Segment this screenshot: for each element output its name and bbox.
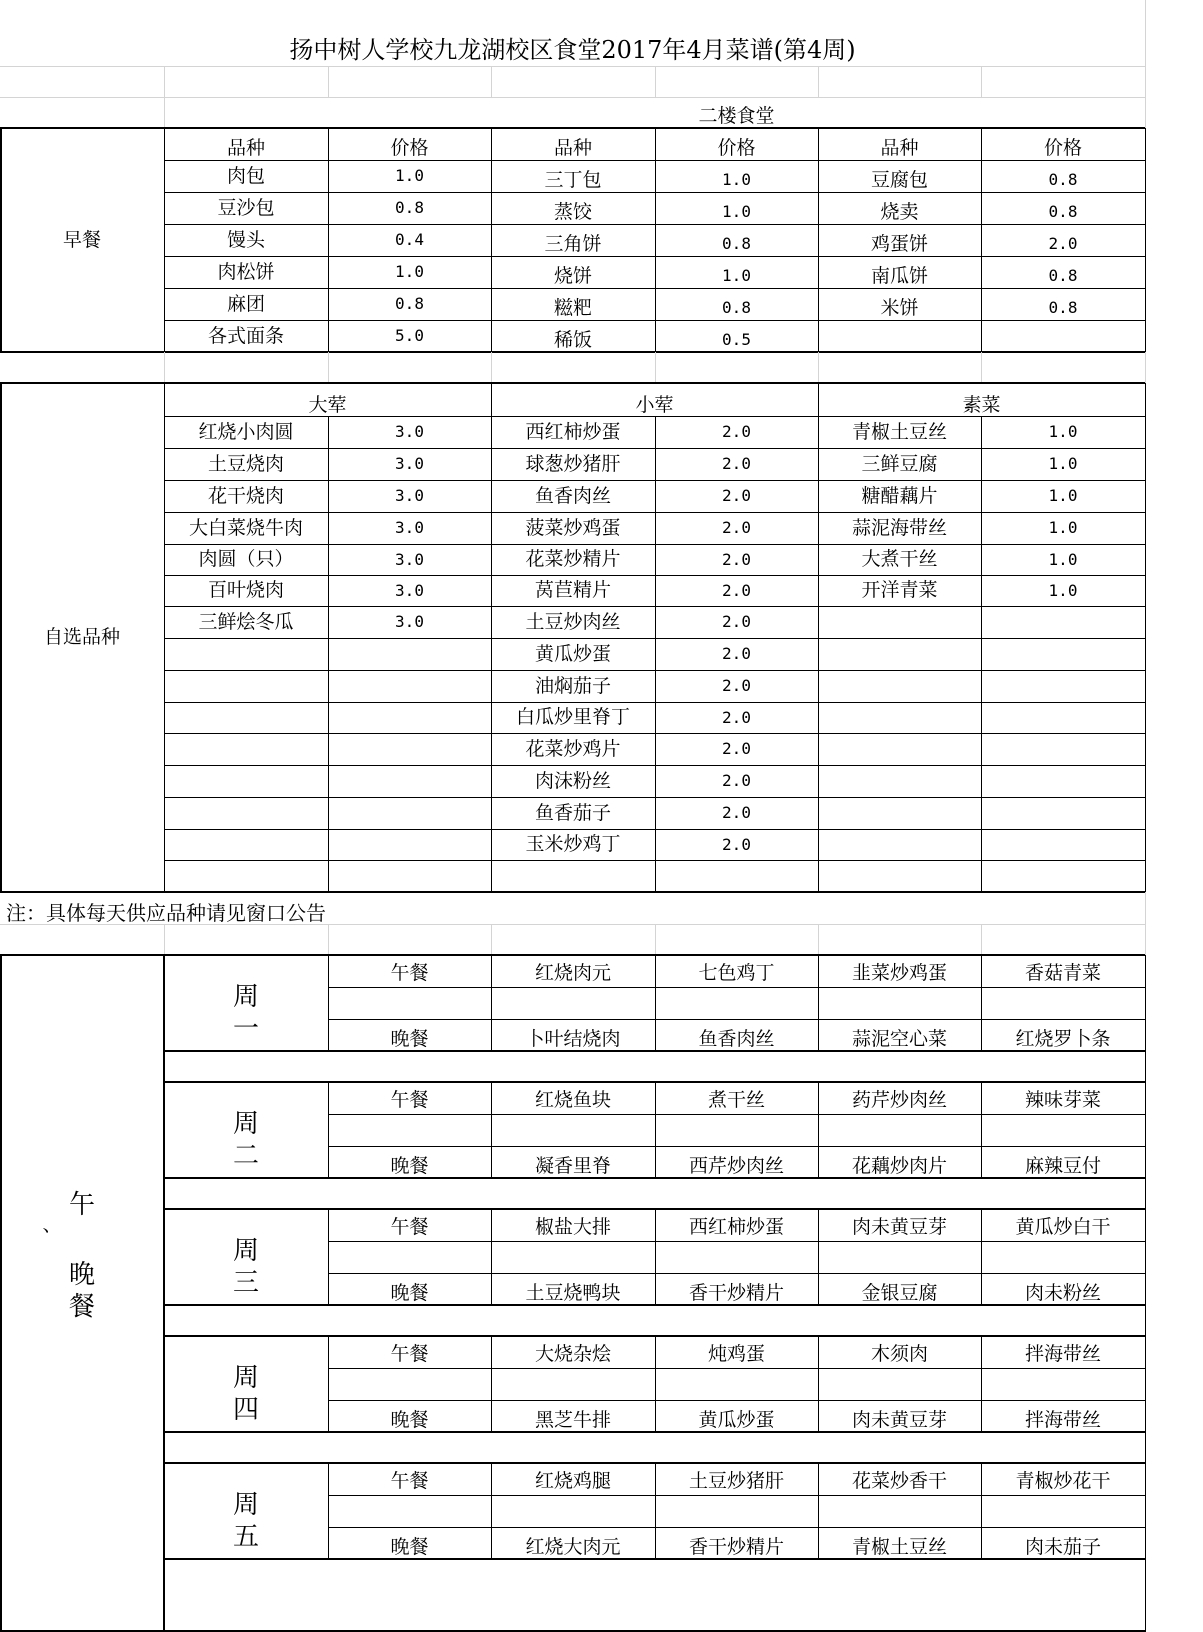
grid-line <box>655 66 656 97</box>
item-cell: 鱼香肉丝 <box>534 484 611 507</box>
item-cell: 米饼 <box>880 296 919 319</box>
item-cell: 百叶烧肉 <box>207 579 284 601</box>
price-cell: 5.0 <box>395 326 424 345</box>
grid-line <box>0 924 1145 925</box>
item-cell: 豆腐包 <box>870 168 928 191</box>
dinner-dish: 黑芝牛排 <box>534 1408 611 1431</box>
price-cell: 2.0 <box>722 834 751 854</box>
dinner-dish: 金银豆腐 <box>861 1281 938 1304</box>
price-cell: 3.0 <box>395 518 424 537</box>
price-cell: 0.8 <box>395 294 424 313</box>
item-cell: 红烧小肉圆 <box>198 420 294 443</box>
item-cell: 三角饼 <box>544 232 602 255</box>
price-cell: 1.0 <box>1048 422 1078 441</box>
meal-label-bottom: 晚 <box>68 1260 95 1290</box>
weekday-label: 五 <box>232 1522 259 1552</box>
lunch-dish: 大烧杂烩 <box>534 1342 611 1365</box>
price-cell: 2.0 <box>722 803 751 822</box>
price-cell: 1.0 <box>1048 518 1078 537</box>
item-cell: 黄瓜炒蛋 <box>534 642 611 665</box>
grid-line <box>491 924 492 955</box>
dinner-dish: 红烧大肉元 <box>525 1535 621 1558</box>
lunch-dish: 辣味芽菜 <box>1024 1088 1101 1111</box>
selection-label: 自选品种 <box>43 626 120 648</box>
grid-line <box>981 66 982 97</box>
price-cell: 3.0 <box>395 549 424 569</box>
grid-line <box>328 1146 1145 1147</box>
dinner-label: 晚餐 <box>390 1027 429 1050</box>
header-price: 价格 <box>390 136 429 159</box>
grid-line <box>491 66 492 97</box>
grid-line <box>981 352 982 383</box>
item-cell: 三鲜烩冬瓜 <box>198 610 294 633</box>
price-cell: 0.8 <box>1048 266 1078 285</box>
dinner-label: 晚餐 <box>390 1154 429 1177</box>
floor-heading: 二楼食堂 <box>698 104 775 127</box>
price-cell: 2.0 <box>722 549 751 569</box>
dinner-label: 晚餐 <box>390 1535 429 1558</box>
lunch-dish: 炖鸡蛋 <box>707 1342 765 1365</box>
item-cell: 三丁包 <box>544 168 602 191</box>
item-cell: 蒸饺 <box>553 200 592 223</box>
lunch-dish: 西红柿炒蛋 <box>688 1215 784 1238</box>
grid-line <box>0 97 1145 98</box>
item-cell: 土豆炒肉丝 <box>525 610 621 633</box>
grid-line <box>0 127 1145 129</box>
item-cell: 豆沙包 <box>217 196 275 219</box>
price-cell: 1.0 <box>395 262 424 281</box>
grid-line <box>328 1527 1145 1528</box>
dinner-dish: 肉未粉丝 <box>1024 1281 1101 1304</box>
item-cell: 鸡蛋饼 <box>870 232 928 255</box>
item-cell: 花菜炒鸡片 <box>525 737 621 760</box>
header-item: 品种 <box>226 136 265 159</box>
grid-line <box>818 66 819 97</box>
price-cell: 0.8 <box>722 298 751 317</box>
dinner-dish: 凝香里脊 <box>534 1154 611 1177</box>
dinner-dish: 香干炒精片 <box>688 1281 784 1304</box>
lunch-dish: 拌海带丝 <box>1024 1342 1101 1365</box>
item-cell: 花干烧肉 <box>207 484 284 507</box>
lunch-dish: 红烧肉元 <box>534 961 611 984</box>
dinner-dish: 土豆烧鸭块 <box>525 1281 621 1304</box>
breakfast-label: 早餐 <box>62 228 101 251</box>
weekday-label: 周 <box>232 1109 259 1139</box>
dinner-dish: 蒜泥空心菜 <box>851 1027 947 1050</box>
lunch-label: 午餐 <box>390 1088 429 1111</box>
item-cell: 肉沫粉丝 <box>534 769 611 792</box>
lunch-label: 午餐 <box>390 1469 429 1492</box>
item-cell: 青椒土豆丝 <box>851 420 947 443</box>
price-cell: 2.0 <box>722 739 751 758</box>
dinner-dish: 卜叶结烧肉 <box>525 1027 621 1050</box>
price-cell: 1.0 <box>722 170 751 189</box>
item-cell: 球葱炒猪肝 <box>525 452 621 475</box>
grid-line <box>0 954 1145 956</box>
price-cell: 1.0 <box>1048 454 1078 473</box>
weekday-label: 周 <box>232 1236 259 1266</box>
dinner-dish: 黄瓜炒蛋 <box>698 1408 775 1431</box>
lunch-dish: 药芹炒肉丝 <box>851 1088 947 1111</box>
price-cell: 2.0 <box>722 486 751 505</box>
item-cell: 烧饼 <box>553 264 592 287</box>
price-cell: 1.0 <box>1048 580 1078 600</box>
price-cell: 2.0 <box>722 644 751 663</box>
price-cell: 1.0 <box>395 166 424 185</box>
dinner-dish: 香干炒精片 <box>688 1535 784 1558</box>
price-cell: 1.0 <box>1048 549 1078 569</box>
lunch-dish: 七色鸡丁 <box>698 961 775 984</box>
lunch-dish: 红烧鸡腿 <box>534 1469 611 1492</box>
price-cell: 3.0 <box>395 612 424 631</box>
lunch-dish: 黄瓜炒白干 <box>1015 1215 1111 1238</box>
grid-line <box>655 352 656 383</box>
dinner-dish: 肉未茄子 <box>1024 1535 1101 1558</box>
dinner-dish: 红烧罗卜条 <box>1015 1027 1111 1050</box>
lunch-dish: 煮干丝 <box>707 1088 765 1111</box>
item-cell: 肉松饼 <box>217 260 275 283</box>
lunch-dish: 香菇青菜 <box>1024 961 1101 984</box>
item-cell: 花菜炒精片 <box>525 548 621 570</box>
group-header: 大荤 <box>308 394 347 416</box>
header-item: 品种 <box>553 136 592 159</box>
weekday-label: 周 <box>232 1363 259 1393</box>
grid-line <box>328 352 329 383</box>
lunch-dish: 椒盐大排 <box>534 1215 611 1238</box>
item-cell: 白瓜炒里脊丁 <box>515 706 630 728</box>
grid-line <box>0 382 1145 384</box>
item-cell: 南瓜饼 <box>870 264 928 287</box>
dinner-dish: 麻辣豆付 <box>1024 1154 1101 1177</box>
item-cell: 馒头 <box>226 228 265 251</box>
item-cell: 西红柿炒蛋 <box>525 420 621 443</box>
lunch-dish: 土豆炒猪肝 <box>688 1469 784 1492</box>
weekday-label: 二 <box>232 1141 259 1171</box>
grid-line <box>328 1019 1145 1020</box>
price-cell: 2.0 <box>722 707 751 727</box>
meal-label-bottom: 餐 <box>68 1292 95 1322</box>
item-cell: 玉米炒鸡丁 <box>525 833 621 855</box>
price-cell: 0.8 <box>1048 170 1078 189</box>
grid-line <box>655 924 656 955</box>
price-cell: 3.0 <box>395 580 424 600</box>
lunch-dish: 肉未黄豆芽 <box>851 1215 947 1238</box>
dinner-dish: 青椒土豆丝 <box>851 1535 947 1558</box>
price-cell: 1.0 <box>722 266 751 285</box>
item-cell: 稀饭 <box>553 328 592 351</box>
price-cell: 0.8 <box>1048 298 1078 317</box>
grid-line <box>328 66 329 97</box>
price-cell: 2.0 <box>722 518 751 537</box>
weekday-label: 周 <box>232 1490 259 1520</box>
grid-line <box>164 924 165 955</box>
lunch-label: 午餐 <box>390 1342 429 1365</box>
item-cell: 油焖茄子 <box>534 674 611 697</box>
price-cell: 0.4 <box>395 230 424 249</box>
dinner-dish: 鱼香肉丝 <box>698 1027 775 1050</box>
dinner-dish: 西芹炒肉丝 <box>688 1154 784 1177</box>
item-cell: 蒜泥海带丝 <box>851 516 947 539</box>
item-cell: 菠菜炒鸡蛋 <box>525 516 621 539</box>
price-cell: 2.0 <box>722 422 751 441</box>
weekday-label: 三 <box>232 1268 259 1298</box>
grid-line <box>491 352 492 383</box>
dinner-dish: 花藕炒肉片 <box>851 1154 947 1177</box>
price-cell: 2.0 <box>722 454 751 473</box>
grid-line <box>328 1273 1145 1274</box>
header-price: 价格 <box>1043 136 1082 159</box>
item-cell: 糍粑 <box>553 296 592 319</box>
grid-line <box>818 352 819 383</box>
price-cell: 3.0 <box>395 486 424 505</box>
lunch-dish: 青椒炒花干 <box>1015 1469 1111 1492</box>
group-header: 素菜 <box>962 394 1001 416</box>
grid-line <box>981 924 982 955</box>
lunch-label: 午餐 <box>390 961 429 984</box>
price-cell: 0.5 <box>722 330 751 349</box>
item-cell: 开洋青菜 <box>861 579 938 601</box>
price-cell: 2.0 <box>722 676 751 695</box>
item-cell: 鱼香茄子 <box>534 801 611 824</box>
dinner-dish: 肉未黄豆芽 <box>851 1408 947 1431</box>
meal-label-mark: 、 <box>42 1213 62 1236</box>
grid-line <box>818 924 819 955</box>
item-cell: 肉包 <box>226 164 265 187</box>
weekday-label: 一 <box>232 1014 259 1044</box>
grid-line <box>164 97 165 128</box>
item-cell: 莴苣精片 <box>534 579 611 601</box>
price-cell: 2.0 <box>722 612 751 631</box>
weekday-label: 周 <box>232 982 259 1012</box>
price-cell: 1.0 <box>1048 486 1078 505</box>
grid-line <box>1145 383 1146 892</box>
price-cell: 3.0 <box>395 422 424 441</box>
weekday-label: 四 <box>232 1395 259 1425</box>
item-cell: 三鲜豆腐 <box>861 452 938 475</box>
group-header: 小荤 <box>635 394 674 416</box>
price-cell: 3.0 <box>395 454 424 473</box>
header-item: 品种 <box>880 136 919 159</box>
item-cell: 各式面条 <box>207 324 284 347</box>
item-cell: 糖醋藕片 <box>861 484 938 507</box>
lunch-dish: 木须肉 <box>870 1342 928 1365</box>
header-price: 价格 <box>717 136 756 159</box>
page-title: 扬中树人学校九龙湖校区食堂2017年4月菜谱(第4周) <box>289 36 856 64</box>
lunch-dish: 花菜炒香干 <box>851 1469 947 1492</box>
item-cell: 大煮干丝 <box>861 548 938 570</box>
grid-line <box>164 66 165 97</box>
grid-line <box>164 352 165 383</box>
grid-line <box>328 1400 1145 1401</box>
dinner-dish: 拌海带丝 <box>1024 1408 1101 1431</box>
footnote: 注：具体每天供应品种请见窗口公告 <box>6 900 326 925</box>
dinner-label: 晚餐 <box>390 1408 429 1431</box>
price-cell: 2.0 <box>1048 234 1078 253</box>
grid-line <box>0 66 1145 67</box>
price-cell: 2.0 <box>722 580 751 600</box>
item-cell: 麻团 <box>226 292 265 315</box>
item-cell: 烧卖 <box>880 200 919 223</box>
price-cell: 2.0 <box>722 771 751 790</box>
price-cell: 0.8 <box>722 234 751 253</box>
price-cell: 0.8 <box>1048 202 1078 221</box>
lunch-dish: 红烧鱼块 <box>534 1088 611 1111</box>
item-cell: 大白菜烧牛肉 <box>188 516 303 539</box>
price-cell: 1.0 <box>722 202 751 221</box>
lunch-dish: 韭菜炒鸡蛋 <box>851 961 947 984</box>
grid-line <box>0 891 1145 893</box>
grid-line <box>1145 955 1146 1632</box>
meal-label-top: 午 <box>68 1190 95 1220</box>
price-cell: 0.8 <box>395 198 424 217</box>
dinner-label: 晚餐 <box>390 1281 429 1304</box>
grid-line <box>1145 128 1146 352</box>
item-cell: 肉圆（只） <box>198 548 294 570</box>
grid-line <box>328 924 329 955</box>
item-cell: 土豆烧肉 <box>207 452 284 475</box>
lunch-label: 午餐 <box>390 1215 429 1238</box>
